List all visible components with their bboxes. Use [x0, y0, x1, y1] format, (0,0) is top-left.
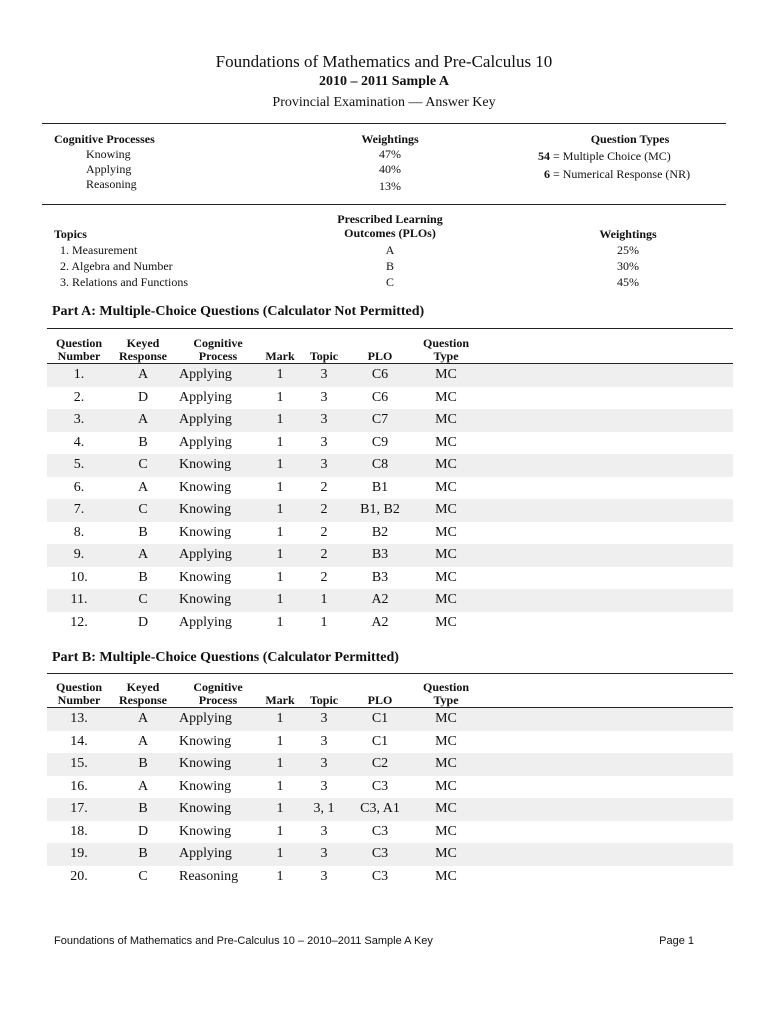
- keyed-response-cell: B: [111, 843, 175, 866]
- plo-cell: B1: [371, 479, 389, 495]
- question-type-cell: MC: [415, 454, 477, 477]
- nr-label: = Numerical Response (NR): [553, 167, 691, 181]
- cognitive-weight: 40%: [379, 162, 401, 176]
- table-header-row: [47, 675, 733, 708]
- table-row: [47, 432, 733, 455]
- table-row: [47, 454, 733, 477]
- table-row: [47, 843, 733, 866]
- topic-cell: 2: [320, 569, 328, 585]
- question-type-cell: MC: [415, 753, 477, 776]
- cognitive-process-cell: Applying: [175, 364, 257, 387]
- topic-cell: 2: [303, 544, 345, 567]
- mark-cell: 1: [257, 589, 303, 612]
- table-row: [47, 866, 733, 889]
- table-row: [47, 776, 733, 799]
- table-row: [47, 821, 733, 844]
- topic-plo: B: [385, 259, 394, 273]
- mark-cell: 1: [276, 614, 284, 630]
- divider: [47, 673, 733, 674]
- question-number-cell: 13.: [47, 708, 111, 731]
- keyed-response-cell: B: [111, 753, 175, 776]
- topic-cell: 3: [320, 823, 328, 839]
- part-b-title: Part B: Multiple-Choice Questions (Calculator Permitted): [52, 650, 399, 665]
- question-type-cell: MC: [435, 868, 457, 884]
- question-number-cell: 10.: [70, 569, 88, 585]
- col-plo: PLO: [345, 675, 415, 708]
- plo-cell: C1: [345, 708, 415, 731]
- plo-cell: A2: [371, 614, 389, 630]
- mark-cell: 1: [276, 434, 284, 450]
- page-title: Foundations of Mathematics and Pre-Calculus 10: [215, 52, 553, 71]
- question-number-cell: 14.: [70, 733, 88, 749]
- topic-name: 3. Relations and Functions: [60, 275, 188, 289]
- cognitive-weight: 47%: [379, 147, 401, 161]
- keyed-response-cell: C: [111, 589, 175, 612]
- topic-plo: C: [385, 275, 394, 289]
- part-a-table: [47, 331, 733, 634]
- col-keyed-response: Keyed Response: [111, 331, 175, 364]
- part-a-rows: [47, 364, 733, 635]
- plo-cell: A2: [345, 589, 415, 612]
- topic-cell: 3, 1: [303, 798, 345, 821]
- cognitive-weight: 13%: [379, 179, 401, 193]
- topic-cell: 3: [303, 364, 345, 387]
- question-number-cell: 7.: [47, 499, 111, 522]
- mark-cell: 1: [276, 524, 284, 540]
- plo-cell: C3, A1: [345, 798, 415, 821]
- mark-cell: 1: [257, 499, 303, 522]
- plo-cell: B3: [371, 569, 389, 585]
- table-row: [47, 731, 733, 754]
- cognitive-process-cell: Knowing: [179, 778, 232, 794]
- question-number-cell: 5.: [47, 454, 111, 477]
- topic-weightings-header: Weightings: [599, 227, 657, 241]
- question-number-cell: 16.: [70, 778, 88, 794]
- mark-cell: 1: [276, 389, 284, 405]
- topic-cell: 3: [303, 843, 345, 866]
- page-subtitle: 2010 – 2011 Sample A: [319, 74, 449, 89]
- cognitive-process-cell: Knowing: [175, 589, 257, 612]
- keyed-response-cell: C: [111, 454, 175, 477]
- keyed-response-cell: D: [137, 823, 149, 839]
- question-type-nr: [530, 167, 690, 182]
- topic-cell: 3: [303, 454, 345, 477]
- topic-plo: A: [385, 243, 395, 257]
- col-question-number: Question Number: [47, 675, 111, 708]
- question-type-cell: MC: [415, 708, 477, 731]
- table-row: [47, 409, 733, 432]
- mark-cell: 1: [276, 778, 284, 794]
- col-question-type: Question Type: [415, 675, 477, 708]
- col-question-number: Question Number: [47, 331, 111, 364]
- table-row: [47, 522, 733, 545]
- cognitive-process-cell: Knowing: [179, 524, 232, 540]
- cognitive-process-cell: Applying: [179, 389, 232, 405]
- col-cognitive-process: Cognitive Process: [175, 331, 257, 364]
- keyed-response-cell: B: [138, 524, 148, 540]
- col-plo: PLO: [345, 331, 415, 364]
- question-number-cell: 8.: [73, 524, 85, 540]
- topic-cell: 3: [303, 708, 345, 731]
- question-type-cell: MC: [415, 499, 477, 522]
- table-row: [47, 477, 733, 500]
- plo-cell: C9: [371, 434, 389, 450]
- plo-cell: C7: [345, 409, 415, 432]
- cognitive-process-cell: Applying: [175, 544, 257, 567]
- plo-cell: C6: [371, 389, 389, 405]
- table-row: [47, 612, 733, 635]
- question-number-cell: 4.: [73, 434, 85, 450]
- cognitive-process-cell: Knowing: [179, 823, 232, 839]
- col-mark: Mark: [257, 331, 303, 364]
- plo-cell: C3: [371, 823, 389, 839]
- keyed-response-cell: D: [137, 389, 149, 405]
- cognitive-process-cell: Knowing: [175, 454, 257, 477]
- table-header-row: [47, 331, 733, 364]
- plo-cell: C6: [345, 364, 415, 387]
- question-type-cell: MC: [415, 409, 477, 432]
- mark-cell: 1: [276, 733, 284, 749]
- keyed-response-cell: D: [137, 614, 149, 630]
- topic-cell: 2: [320, 524, 328, 540]
- question-number-cell: 20.: [70, 868, 88, 884]
- question-type-cell: MC: [435, 434, 457, 450]
- table-row: [47, 544, 733, 567]
- question-type-cell: MC: [415, 843, 477, 866]
- question-type-mc: [530, 149, 671, 164]
- cognitive-process-cell: Knowing: [179, 479, 232, 495]
- question-number-cell: 11.: [47, 589, 111, 612]
- plo-cell: B1, B2: [345, 499, 415, 522]
- mark-cell: 1: [257, 753, 303, 776]
- topic-cell: 3: [303, 409, 345, 432]
- cognitive-process-cell: Reasoning: [179, 868, 239, 884]
- keyed-response-cell: A: [137, 733, 149, 749]
- question-number-cell: 19.: [47, 843, 111, 866]
- question-number-cell: 12.: [70, 614, 88, 630]
- footer-document-name: Foundations of Mathematics and Pre-Calculus 10 – 2010–2011 Sample A Key: [54, 935, 433, 947]
- part-b-table: [47, 675, 733, 888]
- mark-cell: 1: [257, 843, 303, 866]
- plo-cell: C3: [371, 868, 389, 884]
- mark-cell: 1: [257, 544, 303, 567]
- cognitive-process-cell: Knowing: [175, 798, 257, 821]
- mark-cell: 1: [257, 708, 303, 731]
- topics-header: Topics: [54, 227, 87, 241]
- col-keyed-response: Keyed Response: [111, 675, 175, 708]
- document-type: Provincial Examination — Answer Key: [272, 95, 496, 110]
- plo-header-line1: Prescribed Learning: [337, 212, 443, 226]
- question-type-cell: MC: [435, 479, 457, 495]
- topic-cell: 3: [320, 434, 328, 450]
- plo-cell: B3: [345, 544, 415, 567]
- footer-page-number: Page 1: [659, 935, 694, 947]
- question-type-cell: MC: [415, 589, 477, 612]
- plo-cell: C8: [345, 454, 415, 477]
- table-row: [47, 387, 733, 410]
- question-type-cell: MC: [435, 778, 457, 794]
- nr-count: 6: [544, 167, 550, 181]
- topic-cell: 2: [303, 499, 345, 522]
- divider: [42, 123, 726, 124]
- col-mark: Mark: [257, 675, 303, 708]
- question-number-cell: 18.: [70, 823, 88, 839]
- table-row: [47, 589, 733, 612]
- question-type-cell: MC: [415, 798, 477, 821]
- divider: [42, 204, 726, 205]
- cognitive-process-cell: Knowing: [175, 753, 257, 776]
- question-type-cell: MC: [435, 569, 457, 585]
- keyed-response-cell: A: [111, 409, 175, 432]
- question-number-cell: 15.: [47, 753, 111, 776]
- plo-cell: C3: [371, 778, 389, 794]
- keyed-response-cell: A: [137, 778, 149, 794]
- col-question-type: Question Type: [415, 331, 477, 364]
- question-number-cell: 3.: [47, 409, 111, 432]
- col-topic: Topic: [303, 331, 345, 364]
- question-number-cell: 2.: [73, 389, 85, 405]
- cognitive-name: Applying: [86, 162, 132, 176]
- mark-cell: 1: [257, 409, 303, 432]
- keyed-response-cell: A: [111, 708, 175, 731]
- part-b-rows: [47, 708, 733, 889]
- question-types-header: Question Types: [590, 132, 670, 146]
- table-row: [47, 753, 733, 776]
- topic-weight: 30%: [617, 259, 639, 273]
- weightings-header: Weightings: [361, 132, 419, 146]
- cognitive-process-cell: Knowing: [179, 733, 232, 749]
- part-a-title: Part A: Multiple-Choice Questions (Calculator Not Permitted): [52, 304, 425, 319]
- cognitive-process-cell: Applying: [179, 614, 232, 630]
- question-number-cell: 17.: [47, 798, 111, 821]
- cognitive-process-cell: Applying: [179, 434, 232, 450]
- topic-cell: 3: [303, 753, 345, 776]
- col-topic: Topic: [303, 675, 345, 708]
- mark-cell: 1: [257, 364, 303, 387]
- keyed-response-cell: B: [138, 569, 148, 585]
- cognitive-processes-header: Cognitive Processes: [54, 132, 155, 146]
- table-row: [47, 567, 733, 590]
- topic-cell: 3: [320, 733, 328, 749]
- cognitive-process-cell: Knowing: [179, 569, 232, 585]
- topic-weight: 25%: [617, 243, 639, 257]
- mc-label: = Multiple Choice (MC): [553, 149, 671, 163]
- plo-header-line2: Outcomes (PLOs): [344, 226, 436, 240]
- question-number-cell: 1.: [47, 364, 111, 387]
- cognitive-name: Reasoning: [86, 177, 137, 191]
- question-type-cell: MC: [415, 544, 477, 567]
- plo-cell: C2: [345, 753, 415, 776]
- cognitive-name: Knowing: [86, 147, 131, 161]
- topic-cell: 1: [303, 589, 345, 612]
- question-type-cell: MC: [435, 614, 457, 630]
- plo-cell: C1: [371, 733, 389, 749]
- cognitive-process-cell: Applying: [175, 843, 257, 866]
- keyed-response-cell: C: [111, 499, 175, 522]
- question-number-cell: 9.: [47, 544, 111, 567]
- topic-cell: 3: [320, 868, 328, 884]
- question-type-cell: MC: [435, 524, 457, 540]
- mark-cell: 1: [257, 798, 303, 821]
- keyed-response-cell: B: [111, 798, 175, 821]
- cognitive-process-cell: Knowing: [175, 499, 257, 522]
- table-row: [47, 798, 733, 821]
- topic-weight: 45%: [617, 275, 639, 289]
- table-row: [47, 499, 733, 522]
- mark-cell: 1: [276, 569, 284, 585]
- topic-cell: 3: [320, 389, 328, 405]
- question-type-cell: MC: [435, 823, 457, 839]
- table-row: [47, 708, 733, 731]
- keyed-response-cell: C: [138, 868, 148, 884]
- keyed-response-cell: A: [111, 364, 175, 387]
- keyed-response-cell: A: [137, 479, 149, 495]
- divider: [47, 328, 733, 329]
- question-type-cell: MC: [435, 733, 457, 749]
- col-cognitive-process: Cognitive Process: [175, 675, 257, 708]
- topic-cell: 1: [320, 614, 328, 630]
- topic-cell: 2: [320, 479, 328, 495]
- mark-cell: 1: [276, 823, 284, 839]
- keyed-response-cell: A: [111, 544, 175, 567]
- plo-cell: C3: [345, 843, 415, 866]
- mark-cell: 1: [276, 868, 284, 884]
- mark-cell: 1: [257, 454, 303, 477]
- question-type-cell: MC: [415, 364, 477, 387]
- question-type-cell: MC: [435, 389, 457, 405]
- keyed-response-cell: B: [138, 434, 148, 450]
- topic-name: 2. Algebra and Number: [60, 259, 173, 273]
- table-row: [47, 364, 733, 387]
- question-number-cell: 6.: [73, 479, 85, 495]
- cognitive-process-cell: Applying: [175, 708, 257, 731]
- mc-count: 54: [538, 149, 550, 163]
- topic-name: 1. Measurement: [60, 243, 138, 257]
- cognitive-process-cell: Applying: [175, 409, 257, 432]
- topic-cell: 3: [320, 778, 328, 794]
- plo-cell: B2: [371, 524, 389, 540]
- mark-cell: 1: [276, 479, 284, 495]
